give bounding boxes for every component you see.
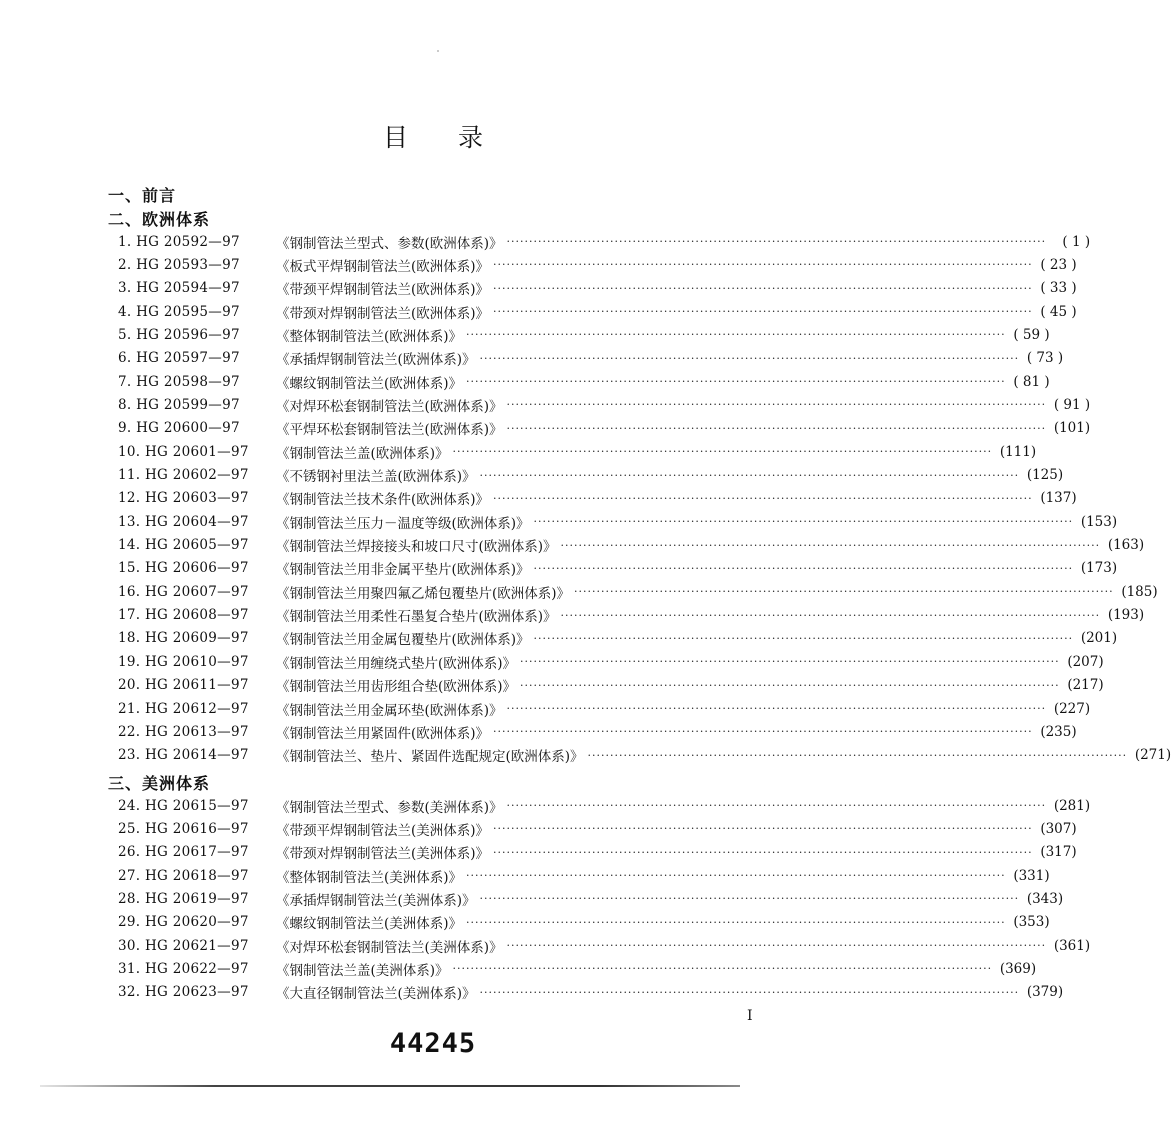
toc-entry[interactable] <box>118 650 1104 673</box>
page-ref: (369) <box>999 960 1037 977</box>
entry-title: 《板式平焊钢制管法兰(欧洲体系)》 <box>276 258 490 275</box>
standard-number: 13. HG 20604—97 <box>118 513 249 530</box>
page-ref: ( 81 ) <box>1013 373 1050 390</box>
dot-leader: ························································································································ <box>533 631 1074 645</box>
page-ref: ( 73 ) <box>1026 350 1064 367</box>
toc-entry[interactable] <box>118 487 1077 510</box>
standard-number: 21. HG 20612—97 <box>118 700 249 717</box>
toc-entry[interactable] <box>118 323 1050 346</box>
page-ref: (101) <box>1053 420 1091 437</box>
dot-leader: ························································································································ <box>587 748 1128 762</box>
standard-number: 15. HG 20606—97 <box>118 560 249 577</box>
entry-title: 《钢制管法兰用聚四氟乙烯包覆垫片(欧洲体系)》 <box>276 585 571 602</box>
toc-entry[interactable] <box>118 417 1091 440</box>
dot-leader: ························································································································ <box>466 869 1006 883</box>
toc-entry[interactable] <box>118 230 1091 253</box>
dot-leader: ························································································································ <box>506 939 1047 953</box>
page-ref: (217) <box>1067 677 1104 694</box>
standard-number: 16. HG 20607—97 <box>118 583 249 600</box>
standard-number: 5. HG 20596—97 <box>118 326 240 343</box>
toc-entry[interactable] <box>118 370 1050 393</box>
toc-entry[interactable] <box>118 627 1118 650</box>
dot-leader: ························································································································ <box>493 822 1033 836</box>
entry-title: 《螺纹钢制管法兰(欧洲体系)》 <box>276 375 463 392</box>
standard-number: 3. HG 20594—97 <box>118 280 240 297</box>
section-heading: 二、欧洲体系 <box>108 210 211 229</box>
page-ref: ( 59 ) <box>1013 326 1050 343</box>
page-ref: (125) <box>1026 467 1064 483</box>
standard-number: 19. HG 20610—97 <box>118 653 249 670</box>
page-ref: (235) <box>1040 723 1077 740</box>
dot-leader: ························································································································ <box>520 678 1060 692</box>
dot-leader: ························································································································ <box>493 305 1033 319</box>
standard-number: 22. HG 20613—97 <box>118 723 249 740</box>
page-ref: (227) <box>1053 700 1091 717</box>
page-ref: (173) <box>1080 560 1118 577</box>
page-ref: ( 33 ) <box>1040 280 1077 297</box>
entry-title: 《钢制管法兰型式、参数(欧洲体系)》 <box>276 235 503 252</box>
entry-title: 《钢制管法兰焊接接头和坡口尺寸(欧洲体系)》 <box>276 539 557 556</box>
entry-title: 《钢制管法兰盖(美洲体系)》 <box>276 962 449 979</box>
page-ref: (343) <box>1026 890 1064 907</box>
toc-entry[interactable] <box>118 911 1050 934</box>
page-ref: (137) <box>1040 490 1077 507</box>
toc-entry[interactable] <box>118 510 1118 533</box>
dot-leader: ························································································································ <box>493 258 1033 272</box>
standard-number: 23. HG 20614—97 <box>118 747 249 764</box>
page-ref: ( 45 ) <box>1040 303 1077 320</box>
toc-entry[interactable] <box>118 957 1037 980</box>
toc-entry[interactable] <box>118 300 1077 323</box>
entry-title: 《带颈平焊钢制管法兰(美洲体系)》 <box>276 822 490 839</box>
entry-title: 《钢制管法兰用柔性石墨复合垫片(欧洲体系)》 <box>276 609 557 626</box>
toc-entry[interactable] <box>118 277 1077 300</box>
dot-leader: ························································································································ <box>506 235 1047 248</box>
toc-entry[interactable] <box>118 604 1145 627</box>
stamp-number: 44245 <box>389 1028 477 1059</box>
dot-leader: ························································································································ <box>452 445 993 459</box>
entry-title: 《钢制管法兰盖(欧洲体系)》 <box>276 445 449 462</box>
toc-entry[interactable] <box>118 981 1064 1004</box>
page-ref: (379) <box>1026 984 1064 1001</box>
page-ref: (281) <box>1053 797 1091 814</box>
toc-entry[interactable] <box>118 674 1104 697</box>
standard-number: 10. HG 20601—97 <box>118 443 249 460</box>
dot-leader: ························································································································ <box>574 585 1114 599</box>
dot-leader: ························································································································ <box>560 608 1101 622</box>
toc-entry[interactable] <box>118 887 1064 910</box>
page-ref: ( 23 ) <box>1040 256 1077 273</box>
page-ref: (111) <box>999 443 1037 460</box>
toc-entry[interactable] <box>118 697 1091 720</box>
dot-leader: ························································································································ <box>493 281 1033 295</box>
standard-number: 30. HG 20621—97 <box>118 937 249 954</box>
toc-entry[interactable] <box>118 534 1145 557</box>
toc-entry[interactable] <box>118 464 1064 487</box>
toc-entry[interactable] <box>118 393 1091 416</box>
dot-leader: ························································································································ <box>479 351 1020 365</box>
standard-number: 26. HG 20617—97 <box>118 844 249 861</box>
standard-number: 32. HG 20623—97 <box>118 984 249 1001</box>
entry-title: 《对焊环松套钢制管法兰(美洲体系)》 <box>276 939 503 956</box>
entry-title: 《整体钢制管法兰(美洲体系)》 <box>276 869 463 886</box>
standard-number: 9. HG 20600—97 <box>118 420 240 437</box>
entry-title: 《对焊环松套钢制管法兰(欧洲体系)》 <box>276 398 503 415</box>
dot-leader: ························································································································ <box>533 561 1074 575</box>
bottom-rule <box>40 1085 740 1087</box>
standard-number: 11. HG 20602—97 <box>118 467 249 483</box>
entry-title: 《带颈平焊钢制管法兰(欧洲体系)》 <box>276 282 490 299</box>
standard-number: 6. HG 20597—97 <box>118 350 240 367</box>
standard-number: 25. HG 20616—97 <box>118 820 249 837</box>
entry-title: 《承插焊钢制管法兰(美洲体系)》 <box>276 892 476 909</box>
page-ref: (331) <box>1013 867 1050 884</box>
dot-leader: ························································································································ <box>466 328 1006 342</box>
standard-number: 17. HG 20608—97 <box>118 607 249 624</box>
page-ref: ( 1 ) <box>1062 233 1091 250</box>
dot-leader: ························································································································ <box>506 799 1047 812</box>
entry-title: 《平焊环松套钢制管法兰(欧洲体系)》 <box>276 422 503 439</box>
dot-leader: ························································································································ <box>466 915 1006 929</box>
entry-title: 《整体钢制管法兰(欧洲体系)》 <box>276 328 463 345</box>
page-ref: (207) <box>1067 653 1104 670</box>
entry-title: 《钢制管法兰型式、参数(美洲体系)》 <box>276 799 503 816</box>
entry-title: 《螺纹钢制管法兰(美洲体系)》 <box>276 916 463 933</box>
standard-number: 2. HG 20593—97 <box>118 256 240 273</box>
standard-number: 7. HG 20598—97 <box>118 373 240 390</box>
toc-entry[interactable] <box>118 580 1158 603</box>
entry-title: 《钢制管法兰用金属包覆垫片(欧洲体系)》 <box>276 632 530 649</box>
dot-leader: ························································································································ <box>520 655 1060 669</box>
entry-title: 《大直径钢制管法兰(美洲体系)》 <box>276 986 476 1003</box>
standard-number: 29. HG 20620—97 <box>118 914 249 931</box>
entry-title: 《不锈钢衬里法兰盖(欧洲体系)》 <box>276 469 476 485</box>
standard-number: 31. HG 20622—97 <box>118 960 249 977</box>
dot-leader: ························································································································ <box>479 892 1020 906</box>
toc-entry[interactable] <box>118 817 1077 840</box>
section-heading: 一、前言 <box>108 186 177 205</box>
standard-number: 24. HG 20615—97 <box>118 797 249 814</box>
toc-entry[interactable] <box>118 720 1077 743</box>
standard-number: 1. HG 20592—97 <box>118 233 240 250</box>
toc-entry[interactable] <box>118 794 1091 817</box>
entry-title: 《带颈对焊钢制管法兰(美洲体系)》 <box>276 846 490 863</box>
entry-title: 《钢制管法兰技术条件(欧洲体系)》 <box>276 492 490 509</box>
entry-title: 《钢制管法兰用非金属平垫片(欧洲体系)》 <box>276 562 530 579</box>
standard-number: 12. HG 20603—97 <box>118 490 249 507</box>
dot-leader: ························································································································ <box>493 845 1033 859</box>
standard-number: 20. HG 20611—97 <box>118 677 249 694</box>
dot-leader: ························································································································ <box>466 375 1006 389</box>
toc-entry[interactable] <box>118 440 1037 463</box>
entry-title: 《钢制管法兰用缠绕式垫片(欧洲体系)》 <box>276 655 517 672</box>
title-char-2: 录 <box>458 123 484 152</box>
dot-leader: ························································································································ <box>506 398 1047 412</box>
dot-leader: ························································································································ <box>560 538 1101 552</box>
dot-leader: ························································································································ <box>506 702 1047 715</box>
standard-number: 18. HG 20609—97 <box>118 630 249 647</box>
toc-entry[interactable] <box>118 864 1050 887</box>
dot-leader: ························································································································ <box>533 515 1074 529</box>
page-ref: (201) <box>1080 630 1118 647</box>
page-ref: (163) <box>1107 537 1145 554</box>
roman-page-number: I <box>747 1008 753 1024</box>
toc-entry[interactable] <box>118 841 1077 864</box>
standard-number: 8. HG 20599—97 <box>118 396 240 413</box>
entry-title: 《钢制管法兰用金属环垫(欧洲体系)》 <box>276 702 503 719</box>
entry-title: 《钢制管法兰、垫片、紧固件选配规定(欧洲体系)》 <box>276 749 584 766</box>
page-ref: (193) <box>1107 607 1145 624</box>
entry-title: 《承插焊钢制管法兰(欧洲体系)》 <box>276 352 476 369</box>
entry-title: 《钢制管法兰压力－温度等级(欧洲体系)》 <box>276 515 530 532</box>
dot-leader: ························································································································ <box>493 725 1033 739</box>
dot-leader: ························································································································ <box>479 985 1020 999</box>
page-ref: (271) <box>1134 747 1171 764</box>
entry-title: 《钢制管法兰用齿形组合垫(欧洲体系)》 <box>276 679 517 696</box>
page-ref: (317) <box>1040 844 1077 861</box>
dot-leader: ························································································································ <box>506 421 1047 435</box>
standard-number: 27. HG 20618—97 <box>118 867 249 884</box>
title-char-1: 目 <box>382 123 408 152</box>
section-heading: 三、美洲体系 <box>108 774 211 793</box>
toc-entry[interactable] <box>118 557 1118 580</box>
page-ref: (353) <box>1013 914 1050 931</box>
page-title <box>0 118 866 154</box>
standard-number: 4. HG 20595—97 <box>118 303 240 320</box>
page-ref: (361) <box>1053 937 1091 954</box>
dot-leader: ························································································································ <box>479 468 1020 482</box>
toc-entry[interactable] <box>118 934 1091 957</box>
scan-speck <box>437 50 439 52</box>
standard-number: 14. HG 20605—97 <box>118 537 249 554</box>
entry-title: 《钢制管法兰用紧固件(欧洲体系)》 <box>276 725 490 742</box>
dot-leader: ························································································································ <box>452 962 993 976</box>
page-ref: (307) <box>1040 820 1077 837</box>
entry-title: 《带颈对焊钢制管法兰(欧洲体系)》 <box>276 305 490 322</box>
toc-entry[interactable] <box>118 253 1077 276</box>
dot-leader: ························································································································ <box>493 491 1033 505</box>
toc-entry[interactable] <box>118 744 1171 767</box>
standard-number: 28. HG 20619—97 <box>118 890 249 907</box>
page-ref: (185) <box>1121 583 1158 600</box>
page-ref: ( 91 ) <box>1053 396 1091 413</box>
page-ref: (153) <box>1080 513 1118 530</box>
toc-entry[interactable] <box>118 347 1064 370</box>
